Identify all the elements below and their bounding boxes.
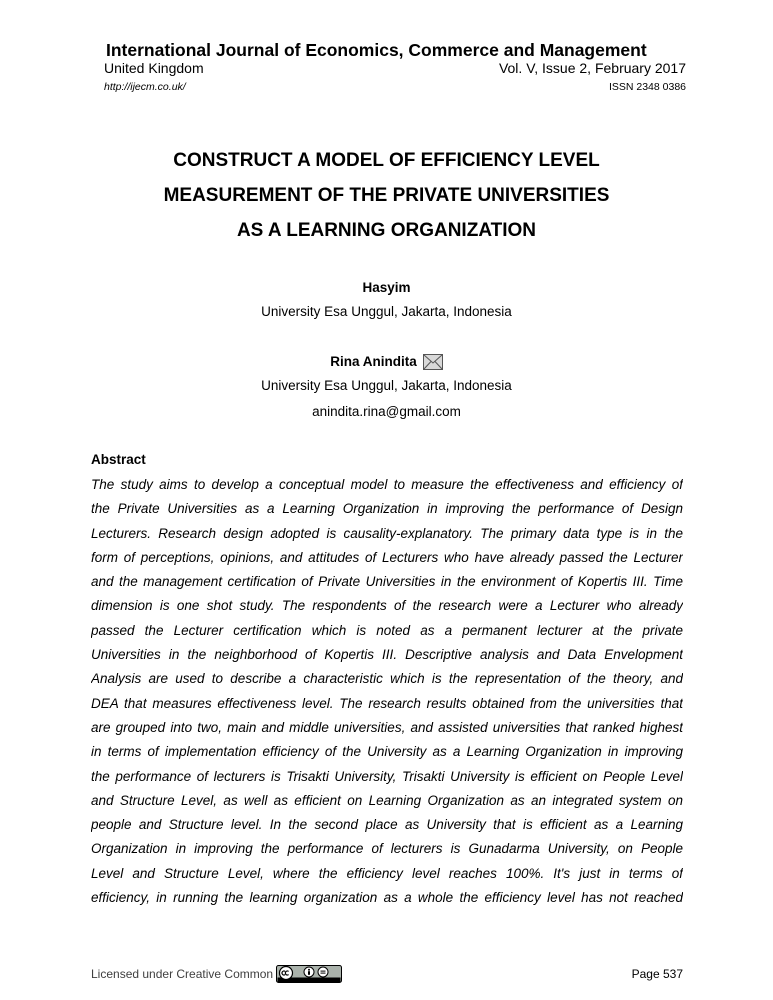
abstract-line: DEA that measures effectiveness level. The research results obtained from the universities that xyxy=(91,695,683,711)
abstract-line: people and Structure level. In the second place as University that is efficient as a Learning xyxy=(91,817,683,833)
abstract-line: passed the Lecturer certification which is noted as a permanent lecturer at the private xyxy=(91,622,683,638)
page-footer xyxy=(91,964,683,984)
journal-volume: Vol. V, Issue 2, February 2017 xyxy=(498,60,686,76)
abstract-line: and Structure Level, as well as efficient on Learning Organization as an integrated system on xyxy=(91,792,683,808)
abstract-line: and the management certification of Private Universities in the environment of Kopertis III. Time xyxy=(91,574,683,590)
header-row-1 xyxy=(104,60,686,76)
abstract-line: the performance of lecturers is Trisakti University, Trisakti University is efficient on People Level xyxy=(91,768,683,784)
page-number: Page 537 xyxy=(631,967,683,981)
abstract-line: Lecturers. Research design adopted is causality-explanatory. The primary data type is in the xyxy=(91,525,683,541)
header-row-2 xyxy=(104,81,686,93)
abstract-line: Organization in improving the performance of lecturers is Gunadarma University, on People xyxy=(91,841,683,857)
creative-commons-badge-icon[interactable] xyxy=(276,965,342,983)
author-name-row xyxy=(0,351,773,373)
abstract-line: form of perceptions, opinions, and attitudes of Lecturers who have already passed the Lecturer xyxy=(91,549,683,565)
abstract-line: Analysis are used to describe a characteristic which is the representation of the theory, and xyxy=(91,671,683,687)
journal-url-link[interactable]: http://ijecm.co.uk/ xyxy=(104,81,186,93)
author-block xyxy=(0,351,773,425)
author-affiliation: University Esa Unggul, Jakarta, Indonesia xyxy=(261,304,512,319)
author-email-link[interactable]: anindita.rina@gmail.com xyxy=(312,404,461,419)
author-name: Rina Anindita xyxy=(330,354,417,369)
journal-issn: ISSN 2348 0386 xyxy=(608,81,686,93)
paper-title xyxy=(0,143,773,248)
abstract-line: Level and Structure Level, where the efficiency level reaches 100%. It's just in terms of xyxy=(91,865,683,881)
license-notice xyxy=(91,965,342,983)
author-name: Hasyim xyxy=(362,280,411,295)
author-block xyxy=(0,277,773,325)
abstract-line: are grouped into two, main and middle universities, and assisted universities that ranked highest xyxy=(91,719,683,735)
license-text: Licensed under Creative Common xyxy=(91,967,274,981)
paper-title-line: MEASUREMENT OF THE PRIVATE UNIVERSITIES xyxy=(163,185,610,206)
paper-title-line: CONSTRUCT A MODEL OF EFFICIENCY LEVEL xyxy=(173,150,600,171)
abstract-line: dimension is one shot study. The respondents of the research were a Lecturer who already xyxy=(91,598,683,614)
paper-title-line: AS A LEARNING ORGANIZATION xyxy=(236,220,537,241)
abstract-line: The study aims to develop a conceptual model to measure the effectiveness and efficiency of xyxy=(91,477,683,492)
abstract-heading: Abstract xyxy=(91,452,146,467)
abstract-body xyxy=(91,473,683,910)
author-affiliation: University Esa Unggul, Jakarta, Indonesia xyxy=(261,378,512,393)
journal-title: International Journal of Economics, Commerce and Management xyxy=(106,40,647,60)
journal-country: United Kingdom xyxy=(104,60,204,76)
abstract-line: the Private Universities as a Learning Organization in improving the performance of Design xyxy=(91,501,683,517)
abstract-line: Universities in the neighborhood of Kopertis III. Descriptive analysis and Data Envelopment xyxy=(91,647,683,663)
envelope-icon[interactable] xyxy=(423,354,443,370)
abstract-line: in terms of implementation efficiency of the University as a Learning Organization in improving xyxy=(91,744,683,760)
abstract-line: efficiency, in running the learning organization as a whole the efficiency level has not reached xyxy=(91,890,683,906)
